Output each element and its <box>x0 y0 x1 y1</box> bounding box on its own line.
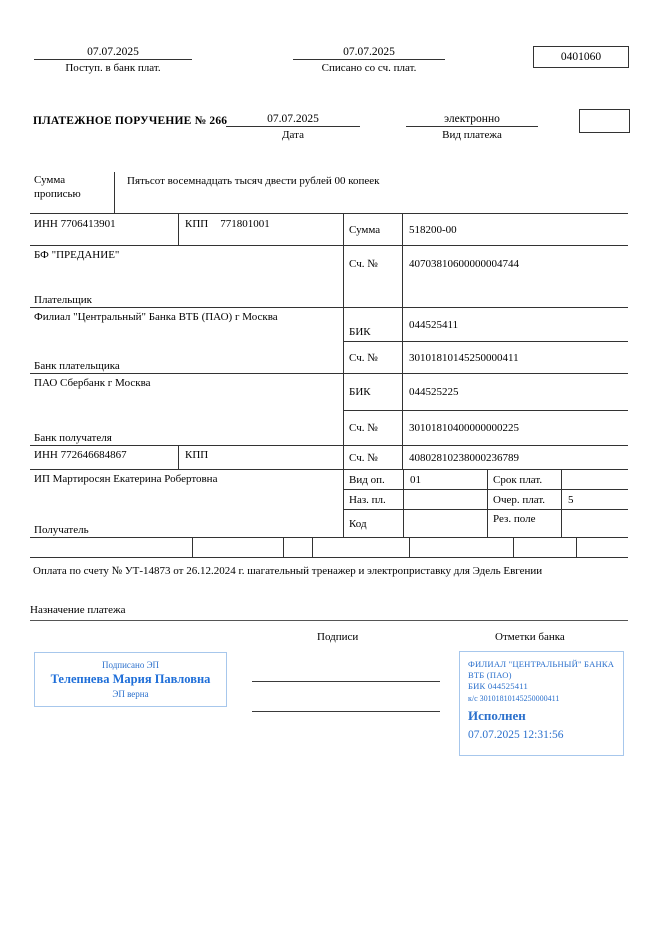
header-date-label: Дата <box>282 129 304 141</box>
payment-kind-value: электронно <box>406 113 538 127</box>
tax-field-1 <box>30 538 192 557</box>
payer-row <box>30 246 628 308</box>
bank-stamp <box>459 651 624 756</box>
received-date-label: Поступ. в банк плат. <box>65 62 161 74</box>
payee-bank-block <box>30 374 343 445</box>
payee-row <box>30 470 628 538</box>
payer-block <box>30 246 343 307</box>
tax-field-2 <box>192 538 283 557</box>
payment-kind-block <box>406 113 538 141</box>
payment-purpose-caption-block <box>30 604 628 621</box>
payee-caption: Получатель <box>34 524 89 536</box>
code-label: Код <box>343 510 403 537</box>
payer-bank-account: 30101810145250000411 <box>402 342 628 373</box>
payer-account: 40703810600000004744 <box>402 246 628 307</box>
payer-kpp-value: 771801001 <box>220 218 270 230</box>
op-type-label: Вид оп. <box>343 470 403 489</box>
bank-stamp-bik: БИК 044525411 <box>468 681 528 692</box>
payer-name: БФ "ПРЕДАНИЕ" <box>34 249 120 261</box>
amount-words-value: Пятьсот восемнадцать тысяч двести рублей 00 копеек <box>127 175 380 187</box>
payer-bank-caption: Банк плательщика <box>34 360 120 372</box>
payer-kpp <box>178 214 343 245</box>
payer-bank-bik-label: БИК <box>343 308 402 341</box>
debited-date-block <box>293 46 445 74</box>
priority-value: 5 <box>561 490 628 509</box>
payer-bank-name: Филиал "Центральный" Банка ВТБ (ПАО) г Москва <box>34 311 278 323</box>
tax-field-4 <box>312 538 409 557</box>
tax-fields-row <box>30 538 628 558</box>
payer-bank-bik: 044525411 <box>402 308 628 341</box>
payer-bank-block <box>30 308 343 373</box>
payment-purpose-caption: Назначение платежа <box>30 604 126 616</box>
payee-bank-account-label: Сч. № <box>343 411 402 445</box>
bank-stamp-corr-account: к/с 30101810145250000411 <box>468 693 560 703</box>
due-date-value <box>561 470 628 489</box>
tax-field-3 <box>283 538 312 557</box>
payee-inn-row <box>30 446 628 470</box>
payer-kpp-label: КПП <box>185 218 209 230</box>
op-type-value: 01 <box>403 470 487 489</box>
payer-account-label: Сч. № <box>343 246 402 307</box>
bank-stamp-name-line2: ВТБ (ПАО) <box>468 670 512 681</box>
sum-value: 518200-00 <box>402 214 628 245</box>
reserve-label: Рез. поле <box>487 510 561 537</box>
payer-caption: Плательщик <box>34 294 92 306</box>
tax-field-6 <box>513 538 576 557</box>
header-date-block <box>226 113 360 141</box>
form-code-box <box>533 46 629 68</box>
payment-purpose-text: Оплата по счету № УТ-14873 от 26.12.2024 г. шагательный тренажер и электроприставку для Эдель Евгении <box>33 565 543 577</box>
payer-bank-account-label: Сч. № <box>343 342 402 373</box>
received-date-block <box>34 46 192 74</box>
payment-details-grid <box>343 470 628 537</box>
payee-bank-account: 30101810400000000225 <box>402 411 628 445</box>
code-value <box>403 510 487 537</box>
reserve-value <box>561 510 628 537</box>
due-date-label: Срок плат. <box>487 470 561 489</box>
payee-bank-bik-label: БИК <box>343 374 402 410</box>
debited-date-value: 07.07.2025 <box>293 46 445 60</box>
payer-bank-codes <box>343 308 628 373</box>
payee-name: ИП Мартиросян Екатерина Робертовна <box>34 473 218 485</box>
payee-inn: ИНН 772646684867 <box>34 449 127 461</box>
payee-bank-name: ПАО Сбербанк г Москва <box>34 377 151 389</box>
bank-stamp-status: Исполнен <box>468 707 526 723</box>
purpose-code-label: Наз. пл. <box>343 490 403 509</box>
tax-field-7 <box>576 538 628 557</box>
form-code: 0401060 <box>560 51 602 63</box>
payee-account: 40802810238000236789 <box>402 446 628 469</box>
payee-account-label: Сч. № <box>343 446 402 469</box>
received-date-value: 07.07.2025 <box>34 46 192 60</box>
esignature-line3: ЭП верна <box>112 688 149 699</box>
payment-form-table <box>30 172 628 558</box>
sum-label: Сумма <box>343 214 402 245</box>
header-date-value: 07.07.2025 <box>226 113 360 127</box>
purpose-code-value <box>403 490 487 509</box>
amount-words-row <box>30 172 628 214</box>
debited-date-label: Списано со сч. плат. <box>321 62 417 74</box>
payee-kpp-label: КПП <box>185 449 209 461</box>
header-empty-box <box>579 109 630 133</box>
payee-bank-row <box>30 374 628 446</box>
signer-name: Телепнева Мария Павловна <box>50 672 211 687</box>
document-title: ПЛАТЕЖНОЕ ПОРУЧЕНИЕ № 266 <box>33 115 228 127</box>
tax-field-5 <box>409 538 513 557</box>
bank-stamp-name-line1: ФИЛИАЛ "ЦЕНТРАЛЬНЫЙ" БАНКА <box>468 659 615 669</box>
payer-bank-row <box>30 308 628 374</box>
signature-line-1 <box>252 681 440 682</box>
bank-marks-label: Отметки банка <box>495 631 565 643</box>
payee-bank-bik: 044525225 <box>402 374 628 410</box>
amount-words-label: Сумма прописью <box>30 172 115 213</box>
signatures-label: Подписи <box>317 631 359 643</box>
esignature-line1: Подписано ЭП <box>101 660 160 671</box>
payee-kpp <box>178 446 343 469</box>
payer-inn: ИНН 7706413901 <box>34 218 116 230</box>
payee-block <box>30 470 343 537</box>
esignature-stamp <box>34 652 227 707</box>
priority-label: Очер. плат. <box>487 490 561 509</box>
bank-stamp-datetime: 07.07.2025 12:31:56 <box>468 728 564 741</box>
payer-inn-row <box>30 214 628 246</box>
payee-bank-codes <box>343 374 628 445</box>
signature-line-2 <box>252 711 440 712</box>
payment-kind-label: Вид платежа <box>442 129 502 141</box>
payee-bank-caption: Банк получателя <box>34 432 112 444</box>
